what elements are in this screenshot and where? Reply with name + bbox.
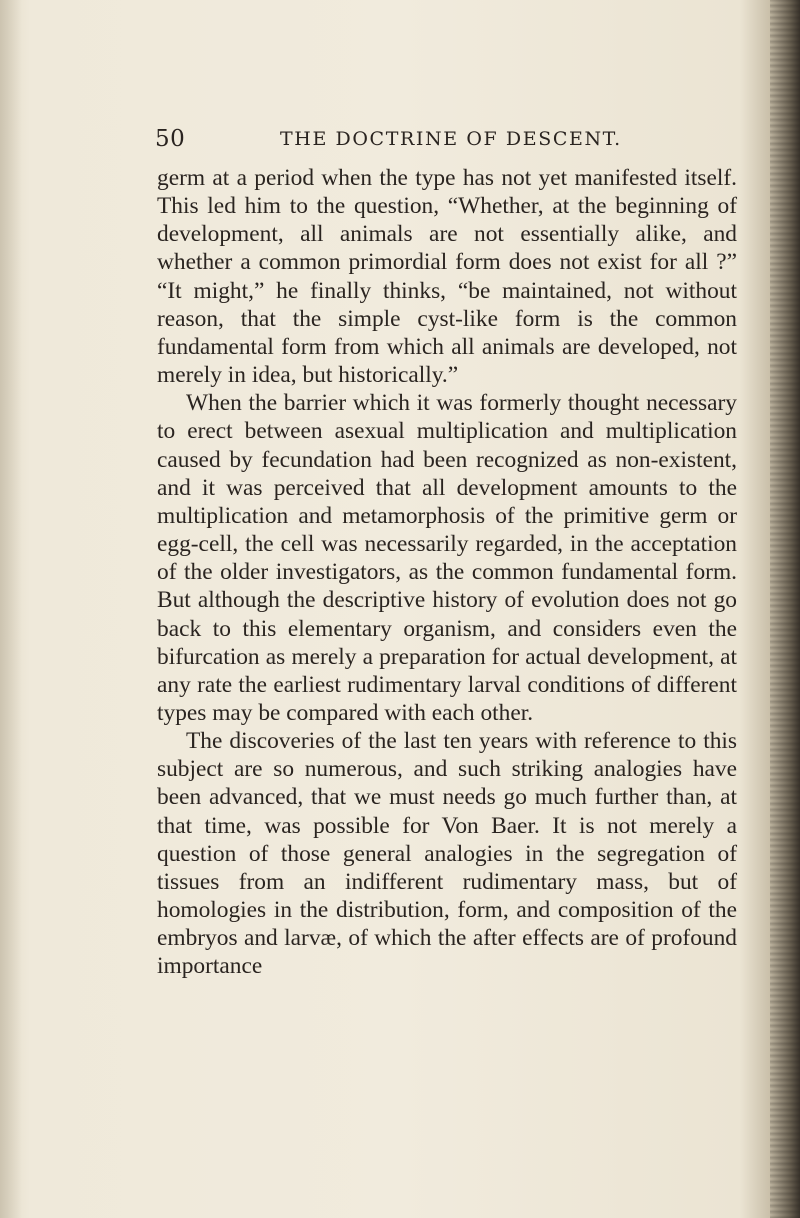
page-number: 50: [155, 126, 186, 152]
body-text: [157, 164, 737, 981]
paragraph-2: When the barrier which it was formerly thought necessary to erect between asexual multiplication and multiplication caused by fecundation had been recognized as non-existent, and it was perceived that all development amounts to the multiplication and metamorphosis of the primitive germ or egg-cell, the cell was necessarily regarded, in the acceptation of the older investigators, as the common fundamental form. But although the descriptive history of evolution does not go back to this elementary organism, and considers even the bifurcation as merely a preparation for actual development, at any rate the earliest rudimentary larval conditions of different types may be compared with each other.: [157, 390, 737, 726]
gutter-shadow: [0, 0, 22, 1218]
paragraph-3: The discoveries of the last ten years with reference to this subject are so numerous, and such striking analogies have been advanced, that we must needs go much further than, at that time, was possible for Von Baer. It is not merely a question of those general analogies in the segregation of tissues from an indifferent rudimentary mass, but of homologies in the distribution, form, and composition of the embryos and larvæ, of which the after effects are of profound importance: [157, 728, 737, 980]
page-header: [155, 126, 755, 156]
page-edge: [770, 0, 800, 1218]
running-head: THE DOCTRINE OF DESCENT.: [280, 128, 622, 150]
paragraph-1: germ at a period when the type has not yet manifested itself. This led him to the question, “Whether, at the beginning of development, all animals are not essentially alike, and whether a common primordial form does not exist for all ?” “It might,” he finally thinks, “be maintained, not without reason, that the simple cyst-like form is the common fundamental form from which all animals are developed, not merely in idea, but historically.”: [157, 165, 737, 389]
